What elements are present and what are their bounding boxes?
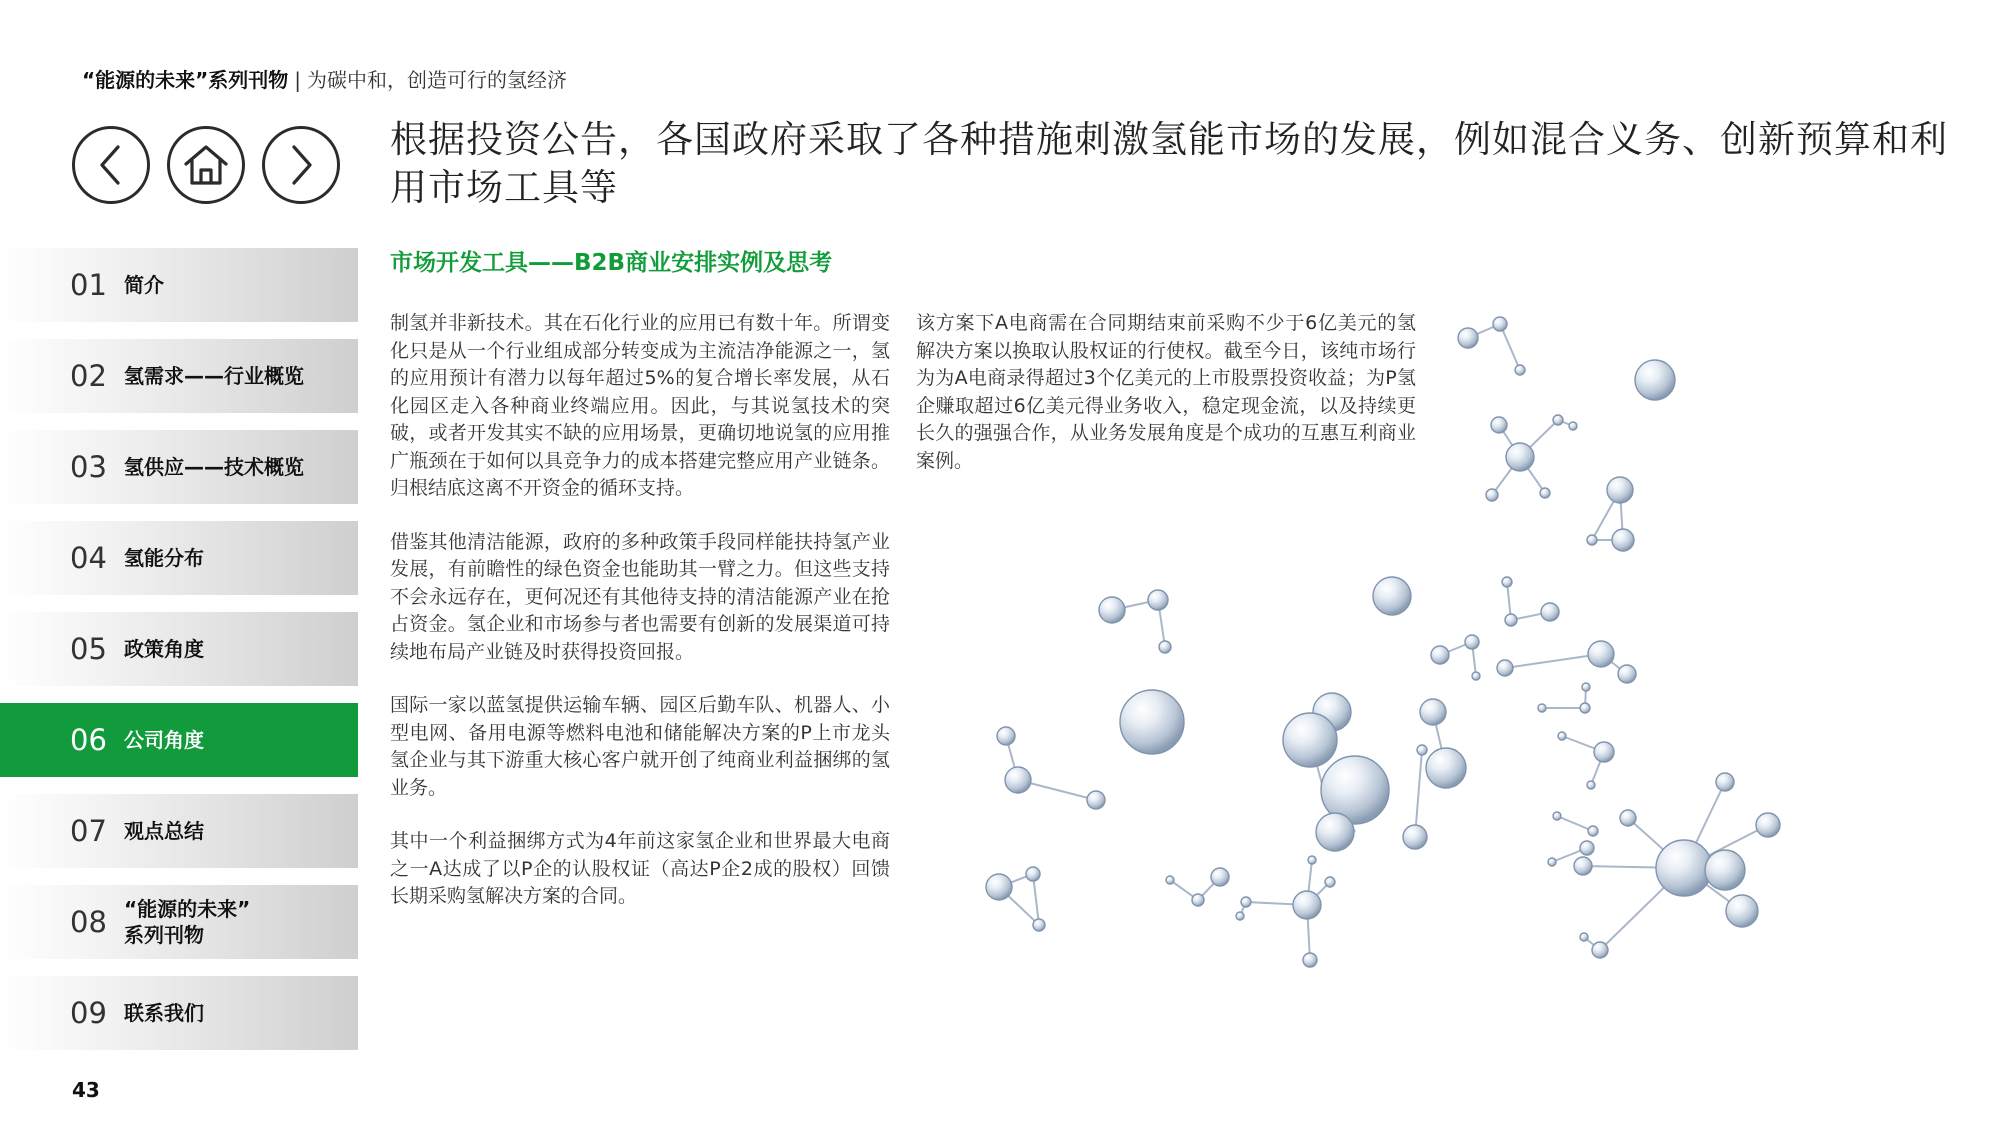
menu-item-number: 07 <box>70 814 107 848</box>
body-paragraph: 其中一个利益捆绑方式为4年前这家氢企业和世界最大电商之一A达成了以P企的认股权证（高达P企2成的股权）回馈长期采购氢解决方案的合同。 <box>390 830 890 907</box>
chevron-left-icon <box>91 143 131 187</box>
menu-item-number: 04 <box>70 541 107 575</box>
menu-item-label-line2: 系列刊物 <box>124 923 204 947</box>
menu-item-contact-us[interactable] <box>0 976 358 1050</box>
menu-item-label: 联系我们 <box>124 1001 204 1025</box>
menu-item-label: 观点总结 <box>124 819 204 843</box>
menu-item-future-of-energy-series[interactable] <box>0 885 358 959</box>
menu-item-number: 02 <box>70 359 107 393</box>
next-page-button[interactable] <box>262 126 340 204</box>
menu-item-label <box>124 896 250 948</box>
menu-item-hydrogen-supply[interactable] <box>0 430 358 504</box>
menu-item-number: 06 <box>70 723 107 757</box>
page-number: 43 <box>72 1078 100 1102</box>
body-paragraph: 国际一家以蓝氢提供运输车辆、园区后勤车队、机器人、小型电网、备用电源等燃料电池和储能解决方案的P上市龙头氢企业与其下游重大核心客户就开创了纯商业利益捆绑的氢业务。 <box>390 694 890 799</box>
menu-item-label: 公司角度 <box>124 728 204 752</box>
menu-item-summary[interactable] <box>0 794 358 868</box>
menu-item-policy-perspective[interactable] <box>0 612 358 686</box>
menu-item-number: 03 <box>70 450 107 484</box>
publication-header <box>82 66 567 94</box>
menu-item-label: 氢能分布 <box>124 546 204 570</box>
body-paragraph: 借鉴其他清洁能源，政府的多种政策手段同样能扶持氢产业发展，有前瞻性的绿色资金也能助其一臂之力。但这些支持不会永远存在，更何况还有其他待支持的清洁能源产业在抢占资金。氢企业和市场参与者也需要有创新的发展渠道可持续地布局产业链及时获得投资回报。 <box>390 530 890 663</box>
menu-item-label: 氢供应——技术概览 <box>124 455 304 479</box>
section-heading: 市场开发工具——B2B商业安排实例及思考 <box>390 250 833 276</box>
home-button[interactable] <box>167 126 245 204</box>
body-paragraph: 制氢并非新技术。其在石化行业的应用已有数十年。所谓变化只是从一个行业组成部分转变成为主流洁净能源之一，氢的应用预计有潜力以每年超过5%的复合增长率发展，从石化园区走入各种商业终端应用。因此，与其说氢技术的突破，或者开发其实不缺的应用场景，更确切地说氢的应用推广瓶颈在于如何以具竞争力的成本搭建完整应用产业链条。归根结底这离不开资金的循环支持。 <box>390 312 890 499</box>
menu-item-number: 09 <box>70 996 107 1030</box>
series-subtitle: 为碳中和，创造可行的氢经济 <box>307 68 568 92</box>
menu-item-introduction[interactable] <box>0 248 358 322</box>
menu-item-number: 08 <box>70 905 107 939</box>
previous-page-button[interactable] <box>72 126 150 204</box>
menu-item-label-line1: “能源的未来” <box>124 897 251 921</box>
molecule-illustration <box>980 300 1840 980</box>
menu-item-hydrogen-distribution[interactable] <box>0 521 358 595</box>
page-title: 根据投资公告，各国政府采取了各种措施刺激氢能市场的发展，例如混合义务、创新预算和利用市场工具等 <box>390 118 1948 209</box>
header-separator: | <box>294 68 302 92</box>
series-title: “能源的未来”系列刊物 <box>82 68 289 92</box>
body-column-left <box>390 310 890 937</box>
menu-item-label: 政策角度 <box>124 637 204 661</box>
menu-item-label: 简介 <box>124 273 164 297</box>
menu-item-hydrogen-demand[interactable] <box>0 339 358 413</box>
body-paragraph: 该方案下A电商需在合同期结束前采购不少于6亿美元的氢解决方案以换取认股权证的行使权。截至今日，该纯市场行为为A电商录得超过3个亿美元的上市股票投资收益；为P氢企赚取超过6亿美元得业务收入，稳定现金流，以及持续更长久的强强合作，从业务发展角度是个成功的互惠互利商业案例。 <box>916 312 1416 472</box>
menu-item-number: 01 <box>70 268 107 302</box>
menu-item-number: 05 <box>70 632 107 666</box>
menu-item-company-perspective[interactable] <box>0 703 358 777</box>
home-icon <box>181 142 231 188</box>
chevron-right-icon <box>281 143 321 187</box>
menu-item-label: 氢需求——行业概览 <box>124 364 304 388</box>
